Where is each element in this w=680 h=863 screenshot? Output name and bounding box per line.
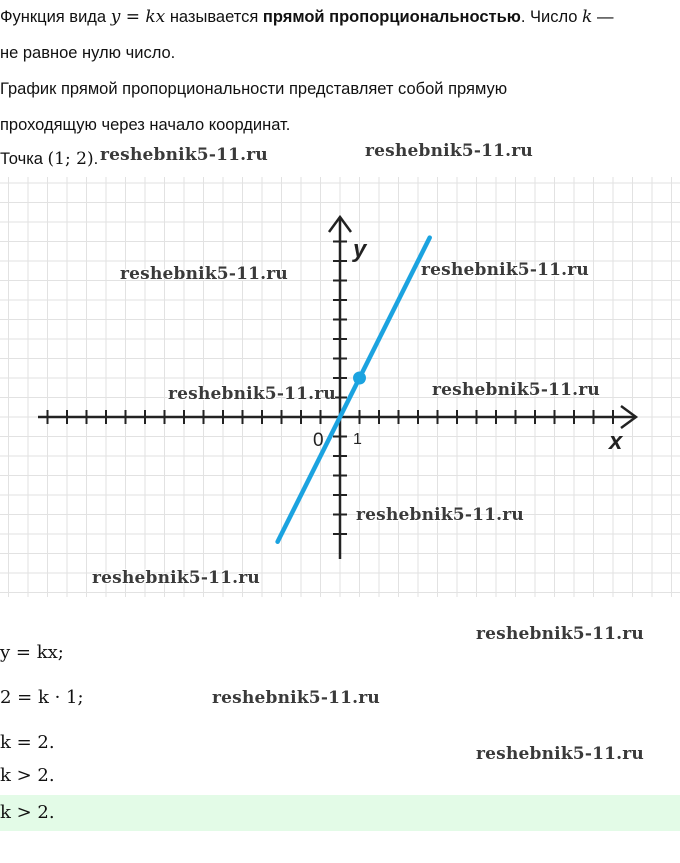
intro-line-5 [0,148,98,170]
watermark: reshebnik5-11.ru [356,505,524,525]
point-formula: (1; 2) [47,149,94,169]
x-axis-label: x [609,428,623,455]
equation-1: y = kx; [0,642,64,663]
answer: k > 2. [0,802,55,823]
watermark: reshebnik5-11.ru [432,380,600,400]
equation-3: k = 2. [0,732,55,753]
marked-point [353,372,366,385]
origin-label: 0 [313,430,324,451]
term-bold: прямой пропорциональностью [262,8,521,26]
watermark: reshebnik5-11.ru [92,568,260,588]
intro-text: . Число [520,8,583,26]
intro-text: Точка [0,150,48,168]
intro-line-4: проходящую через начало координат. [0,116,291,134]
intro-text: называется [165,8,263,26]
equation-4: k > 2. [0,765,55,786]
y-axis-label: y [353,236,367,263]
watermark: reshebnik5-11.ru [476,744,644,764]
answer-highlight [0,795,680,831]
equation-2: 2 = k · 1; [0,687,84,708]
intro-text: — [592,8,614,26]
intro-text: Функция вида [0,8,111,26]
intro-text: . [93,150,99,168]
watermark: reshebnik5-11.ru [212,688,380,708]
watermark: reshebnik5-11.ru [168,384,336,404]
intro-line-2: не равное нулю число. [0,44,176,62]
watermark: reshebnik5-11.ru [421,260,589,280]
watermark: reshebnik5-11.ru [100,145,268,165]
formula: y = kx [110,7,166,27]
watermark: reshebnik5-11.ru [120,264,288,284]
intro-line-1 [0,6,613,28]
watermark: reshebnik5-11.ru [365,141,533,161]
watermark: reshebnik5-11.ru [476,624,644,644]
intro-line-3: График прямой пропорциональности представляет собой прямую [0,80,508,98]
formula: k [582,7,593,27]
unit-label: 1 [353,431,362,448]
